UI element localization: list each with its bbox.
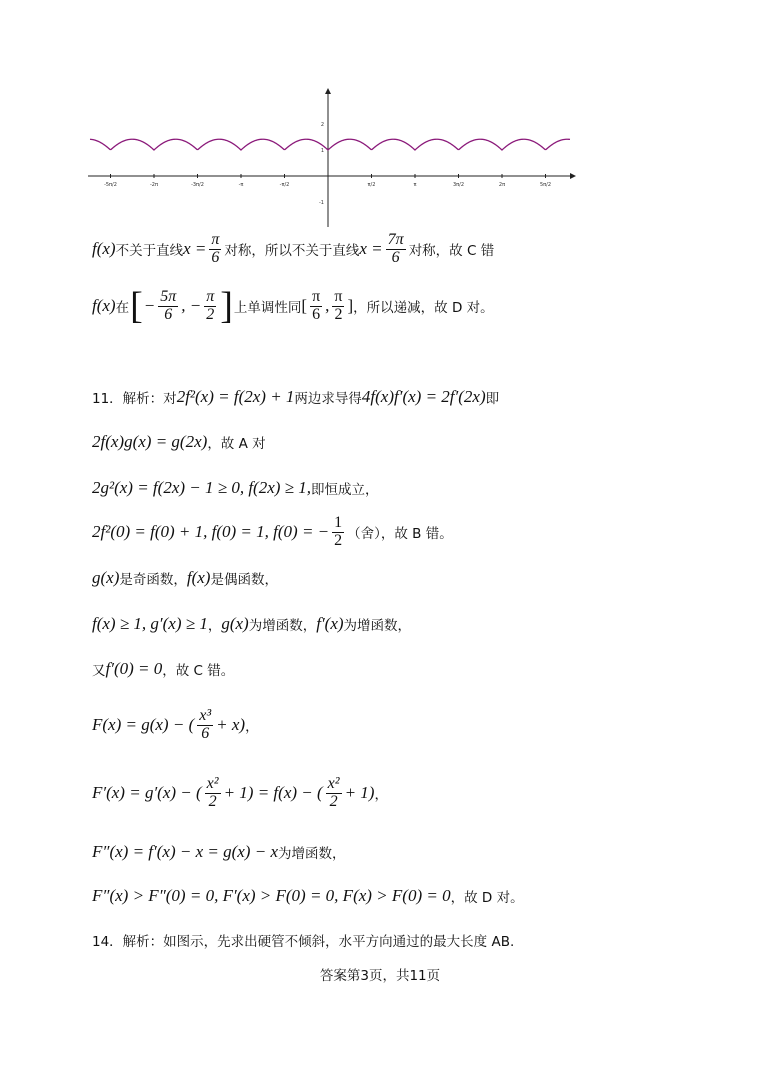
denominator: 2: [208, 792, 217, 810]
numerator: 7π: [387, 231, 404, 248]
line-b: [92, 515, 453, 550]
fraction: [386, 232, 406, 267]
text: 上单调性同: [233, 300, 302, 316]
text: 是偶函数，: [210, 572, 278, 588]
line-Fppx: [92, 842, 346, 862]
y-tick-labels: [319, 122, 324, 206]
text: ，所以递减，故 D 对。: [353, 300, 494, 316]
expr: F″(x) > F″(0) = 0, F′(x) > F(0) = 0, F(x) > F(0) = 0: [92, 886, 451, 905]
expr: 2f²(0) = f(0) + 1, f(0) = 1, f(0) = −: [92, 522, 330, 542]
expr: , −: [181, 296, 202, 315]
x-tick-label: -π: [238, 182, 244, 188]
x-tick-label: 5π/2: [539, 182, 552, 188]
line-monotonic-d: [92, 287, 494, 325]
numerator: 1: [334, 514, 343, 531]
left-bracket: [: [130, 285, 143, 327]
x-tick-label: -π/2: [279, 182, 290, 188]
numerator: π: [312, 287, 321, 305]
expr: F″(x) = f′(x) − x = g(x) − x: [92, 842, 278, 861]
expr-fx: f(x): [92, 239, 116, 259]
text: 是奇函数，: [119, 572, 187, 588]
expr: g(x): [92, 568, 120, 587]
expr: 2f²(x) = f(2x) + 1: [176, 387, 295, 406]
text: ，: [245, 719, 259, 736]
denominator: 6: [164, 305, 173, 323]
denominator: 6: [211, 248, 220, 266]
x-tick-label: -3π/2: [191, 182, 204, 188]
expr: 2g²(x) = f(2x) − 1 ≥ 0, f(2x) ≥ 1,: [92, 478, 311, 497]
fraction: [209, 232, 221, 267]
x-tick-label: 3π/2: [452, 182, 465, 188]
denominator: 2: [334, 531, 343, 549]
line-Fpx: [92, 776, 388, 811]
text: 为增函数，: [248, 618, 317, 634]
text: 14．解析：如图示，先求出硬管不倾斜，水平方向通过的最大长度 AB.: [92, 934, 515, 950]
expr: x =: [183, 239, 207, 259]
text: 即: [485, 391, 500, 407]
fraction: [205, 776, 221, 811]
denominator: 2: [329, 792, 338, 810]
line-14: [92, 930, 514, 950]
text: 为增函数，: [343, 618, 412, 634]
expr: + 1): [344, 783, 375, 803]
line-symmetry-c: [92, 232, 494, 267]
text: 为增函数，: [278, 846, 346, 862]
fraction: [310, 289, 322, 324]
text: 即恒成立，: [311, 482, 379, 498]
fraction: [197, 708, 213, 743]
numerator: x³: [199, 707, 212, 724]
expr: x =: [359, 239, 383, 259]
text: 对称，故 C 错: [408, 243, 495, 260]
line-c: [92, 659, 234, 679]
expr: 2f(x)g(x) = g(2x): [92, 432, 208, 451]
fraction: [158, 289, 178, 324]
denominator: 6: [391, 248, 400, 266]
denominator: 2: [334, 305, 343, 323]
comma: ,: [325, 296, 330, 315]
line-Fx: [92, 708, 259, 743]
text: （舍），故 B 错。: [347, 526, 453, 543]
function-graph: [88, 88, 578, 233]
expr: 4f(x)f′(x) = 2f′(2x): [361, 387, 486, 406]
line-increasing: [92, 614, 411, 634]
expr: F(x) = g(x) − (: [92, 715, 195, 735]
fraction: [204, 289, 216, 324]
graph-curve: [90, 139, 570, 150]
page-footer: 答案第3页，共11页: [319, 968, 441, 984]
numerator: x²: [327, 775, 340, 792]
text: 在: [115, 300, 130, 316]
numerator: π: [206, 287, 215, 305]
y-tick-label: 1: [320, 148, 324, 154]
text: 不关于直线: [115, 243, 184, 260]
line-11-intro: [92, 387, 499, 407]
text: 对称，所以不关于直线: [224, 243, 360, 260]
graph-axes: [88, 88, 576, 227]
text: 11．解析：对: [92, 391, 177, 407]
line-parity: [92, 568, 278, 588]
y-tick-label: 2: [320, 122, 324, 128]
fraction: [332, 289, 344, 324]
expr: g(x): [221, 614, 249, 633]
x-tick-label: -5π/2: [104, 182, 117, 188]
x-tick-label: -2π: [150, 182, 158, 188]
expr: f(x) ≥ 1, g′(x) ≥ 1: [92, 614, 208, 633]
numerator: π: [334, 287, 343, 305]
text: ，: [207, 618, 222, 634]
text: ，故 D 对。: [450, 890, 524, 906]
text: 又: [92, 663, 106, 679]
expr: f′(x): [316, 614, 344, 633]
expr: −: [143, 296, 156, 315]
denominator: 6: [312, 305, 321, 323]
denominator: 2: [206, 305, 215, 323]
expr: F′(x) = g′(x) − (: [92, 783, 202, 803]
numerator: 5π: [160, 287, 177, 305]
fraction: [332, 515, 344, 550]
fraction: [326, 776, 342, 811]
x-tick-label: 2π: [498, 182, 506, 188]
expr-fx: f(x): [92, 296, 116, 315]
line-a: [92, 432, 266, 452]
x-tick-label: π: [413, 182, 417, 188]
line-d: [92, 886, 524, 906]
text: ，故 A 对: [207, 436, 266, 452]
numerator: π: [211, 231, 220, 248]
axis-arrows: [325, 88, 576, 179]
expr: + 1) = f(x) − (: [223, 783, 323, 803]
denominator: 6: [201, 724, 210, 742]
text: ，故 C 错。: [162, 663, 235, 679]
expr: f(x): [186, 568, 211, 587]
bracket-open: [: [301, 296, 308, 315]
bracket-close: ]: [347, 296, 354, 315]
line-g-squared: [92, 478, 379, 498]
right-bracket: ]: [220, 285, 233, 327]
y-tick-label: -1: [319, 200, 324, 206]
text: ，: [374, 787, 388, 804]
x-tick-label: π/2: [367, 182, 376, 188]
text: 两边求导得: [294, 391, 362, 407]
numerator: x²: [206, 775, 219, 792]
expr: + x): [216, 715, 246, 735]
expr: f′(0) = 0: [105, 659, 163, 678]
